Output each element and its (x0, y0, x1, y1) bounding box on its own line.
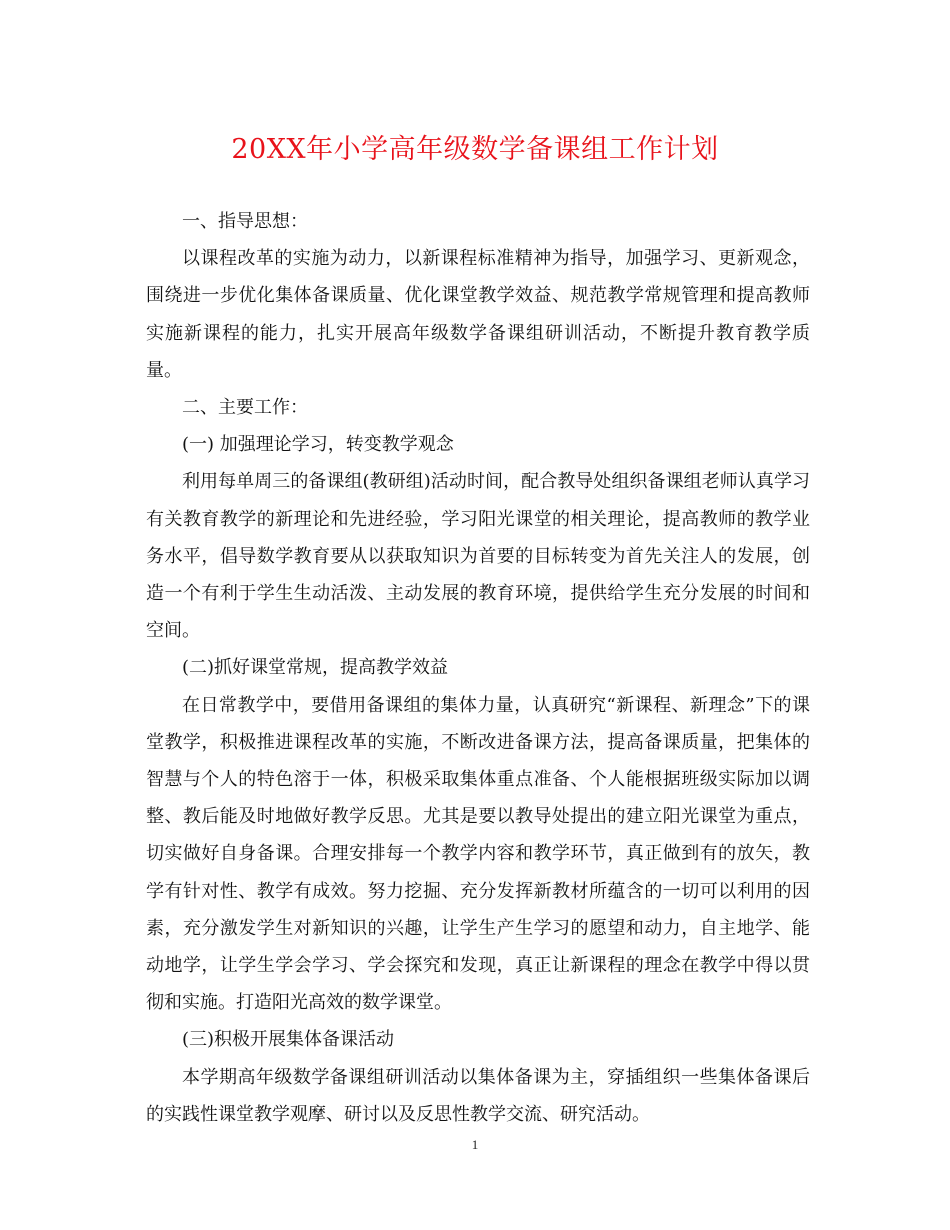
subheading-theory-study: (一) 加强理论学习，转变教学观念 (182, 434, 454, 456)
document-title: 20XX年小学高年级数学备课组工作计划 (231, 134, 719, 165)
subheading-collective-lesson-prep: (三)积极开展集体备课活动 (182, 1029, 395, 1051)
page-number: 1 (471, 1137, 479, 1152)
heading-main-work: 二、主要工作： (182, 397, 308, 419)
paragraph-classroom-routine: 在日常教学中，要借用备课组的集体力量，认真研究“新课程、新理念”下的课堂教学，积极推进课程改革的实施，不断改进备课方法，提高备课质量，把集体的智慧与个人的特色溶于一体，积极采取集体重点准备、个人能根据班级实际加以调整、教后能及时地做好教学反思。尤其是要以教导处提出的建立阳光课堂为重点，切实做好自身备课。合理安排每一个教学内容和教学环节，真正做到有的放矢，教学有针对性、教学有成效。努力挖掘、充分发挥新教材所蕴含的一切可以利用的因素，充分激发学生对新知识的兴趣，让学生产生学习的愿望和动力，自主地学、能动地学，让学生学会学习、学会探究和发现，真正让新课程的理念在教学中得以贯彻和实施。打造阳光高效的数学课堂。 (146, 694, 810, 1014)
subheading-classroom-routine: (二)抓好课堂常规，提高教学效益 (182, 657, 449, 679)
paragraph-collective-lesson-prep: 本学期高年级数学备课组研训活动以集体备课为主，穿插组织一些集体备课后的实践性课堂教学观摩、研讨以及反思性教学交流、研究活动。 (146, 1066, 810, 1125)
paragraph-guiding-ideology: 以课程改革的实施为动力，以新课程标准精神为指导，加强学习、更新观念，围绕进一步优化集体备课质量、优化课堂教学效益、规范教学常规管理和提高教师实施新课程的能力，扎实开展高年级数学备课组研训活动，不断提升教育教学质量。 (146, 248, 810, 381)
document-body (146, 203, 810, 1133)
paragraph-theory-study: 利用每单周三的备课组(教研组)活动时间，配合教导处组织备课组老师认真学习有关教育教学的新理论和先进经验，学习阳光课堂的相关理论，提高教师的教学业务水平，倡导数学教育要从以获取知识为首要的目标转变为首先关注人的发展，创造一个有利于学生生动活泼、主动发展的教育环境，提供给学生充分发展的时间和空间。 (146, 471, 810, 642)
heading-guiding-ideology: 一、指导思想： (182, 211, 308, 232)
